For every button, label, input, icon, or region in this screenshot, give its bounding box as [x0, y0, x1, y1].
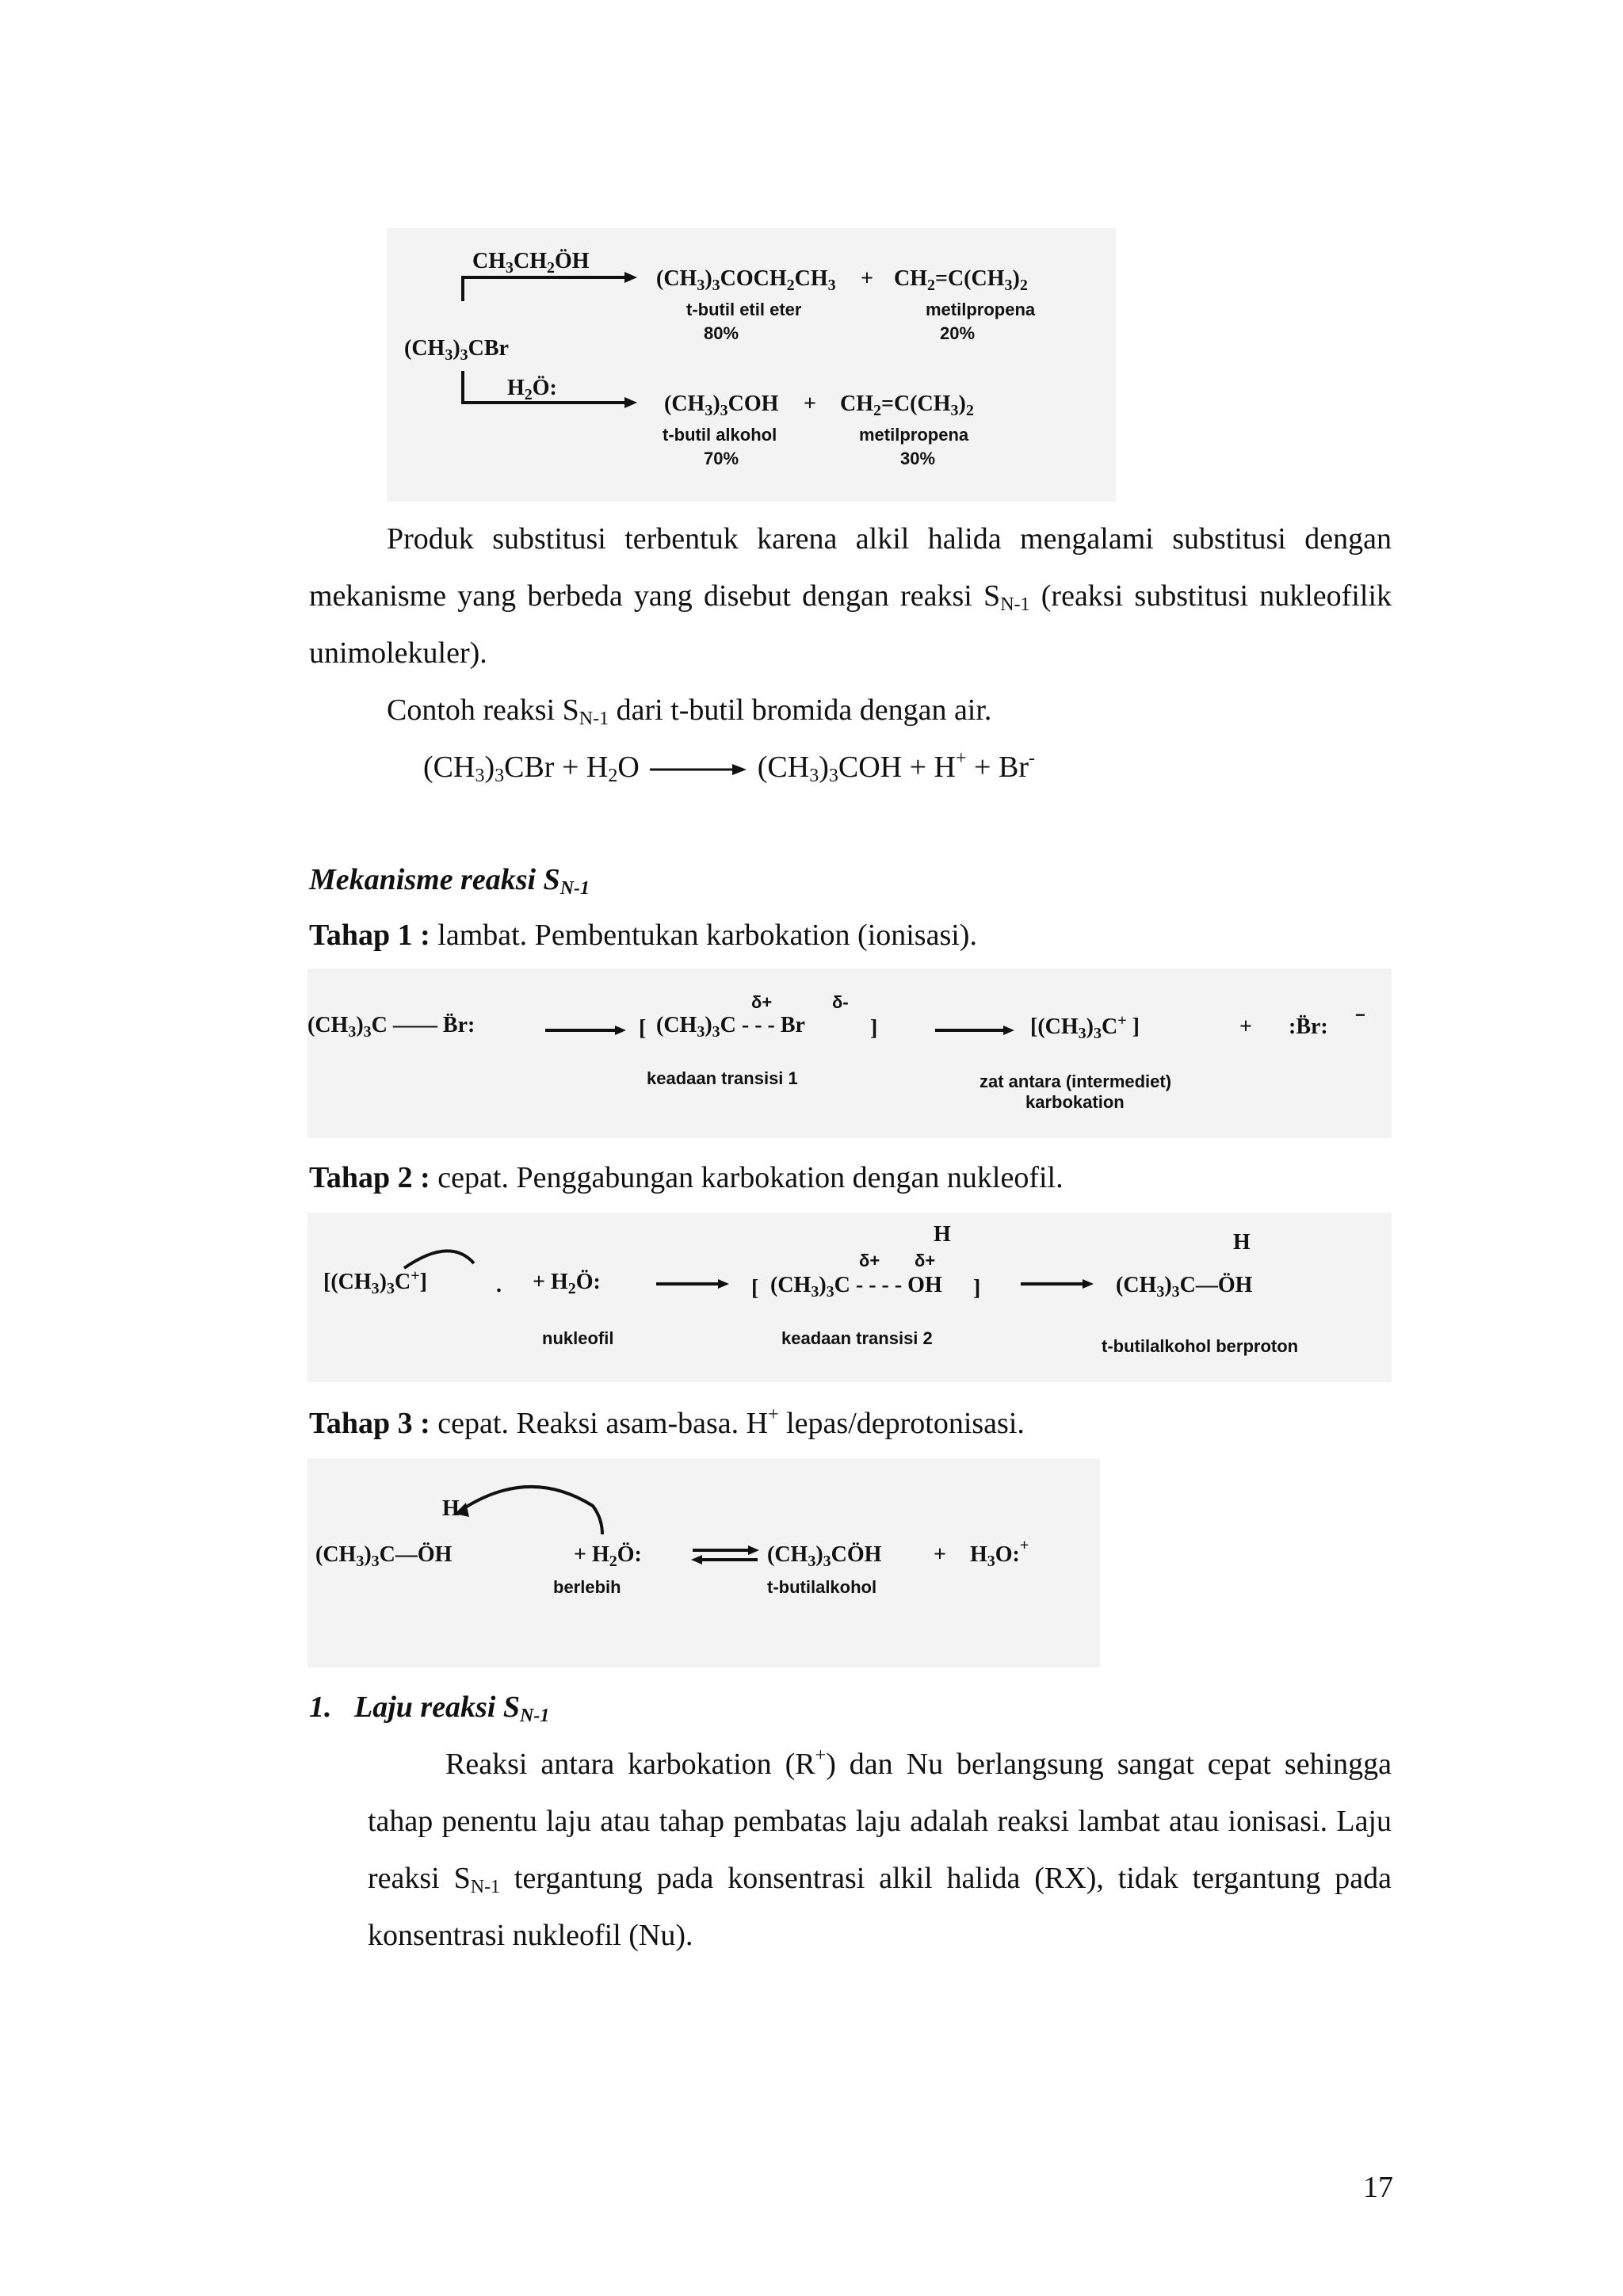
svg-text:+: + [1239, 1014, 1252, 1039]
svg-text:metilpropena: metilpropena [859, 425, 969, 445]
alcohol-label: t-butilalkohol [767, 1577, 877, 1597]
svg-text:]: ] [973, 1276, 981, 1301]
step1-text [309, 907, 1392, 964]
page-number: 17 [1363, 2171, 1393, 2204]
nucleophile-label: nukleofil [542, 1328, 614, 1348]
svg-text:(CH3)3CBr: $(CH_3)_3CBr$ [404, 336, 509, 364]
svg-text:(CH3)3COH: $(CH_3)_3COH$ [664, 392, 779, 419]
reaction-scheme-products [387, 228, 1116, 502]
svg-text:20%: 20% [940, 323, 976, 343]
step1-mechanism-figure [307, 968, 1392, 1138]
svg-text:+ H2Ö:: + $H_2Ö$: [533, 1270, 601, 1297]
intermediate-label: zat antara (intermediet) [980, 1072, 1172, 1091]
step2-text [309, 1149, 1392, 1206]
svg-text:CH2=C(CH3)2: $CH_2=C(CH_3)_2$ [894, 266, 1028, 294]
svg-text:H2Ö:: $H_2Ö$: [507, 376, 557, 403]
svg-text:δ+: δ+ [751, 992, 773, 1012]
svg-text:.: . [496, 1273, 502, 1297]
svg-text:t-butil etil eter: t-butil etil eter [686, 300, 802, 319]
svg-text:δ-: δ- [832, 992, 849, 1012]
svg-text:[(CH3)3C+]: $[(CH_3)_3C^+]$ [323, 1267, 427, 1297]
svg-text:(CH3)3C—ÖH: $(CH_3)_3C—ÖH$ [315, 1542, 453, 1570]
svg-text:−: − [1355, 1005, 1365, 1025]
svg-text:(CH3)3C - - - - OH: $(CH_3)_3C$ - - - - OH [770, 1273, 942, 1301]
step3-mechanism-figure [307, 1458, 1100, 1668]
section-number: 1. [309, 1690, 332, 1724]
paragraph-intro: Produk substitusi terbentuk karena alkil halida mengalami substitusi dengan mekanisme yang berbeda yang disebut dengan reaksi SN-1 (reaksi substitusi nukleofilik unimolekuler). [309, 522, 1392, 670]
svg-text:80%: 80% [704, 323, 739, 343]
svg-text:+ H2Ö:: + $H_2Ö$: [574, 1542, 642, 1570]
carbocation-label: karbokation [1025, 1092, 1125, 1112]
step2-label: Tahap 2 : [309, 1161, 430, 1194]
svg-text:+: + [934, 1542, 946, 1567]
svg-text:δ+: δ+ [915, 1251, 936, 1270]
svg-text:H3O:+: $H_3O:^+$ [970, 1537, 1029, 1570]
svg-text:H: H [1233, 1230, 1251, 1255]
step1-label: Tahap 1 : [309, 919, 430, 952]
svg-text:(CH3)3CÖH: $(CH_3)_3CÖH$ [767, 1542, 882, 1570]
svg-text:CH2=C(CH3)2: $CH_2=C(CH_3)_2$ [840, 392, 974, 419]
section-1-text: Reaksi antara karbokation (R+) dan Nu berlangsung sangat cepat sehingga tahap penentu laju atau tahap pembatas laju adalah reaksi lambat atau ionisasi. Laju reaksi SN-1 tergantung pada konsentrasi alkil halida (RX), tidak tergantung pada konsentrasi nukleofil (Nu). [368, 1745, 1392, 1952]
svg-text:metilpropena: metilpropena [926, 300, 1036, 319]
paragraph-example: Contoh reaksi SN-1 dari t-butil bromida dengan air. [387, 693, 992, 729]
protonated-alcohol-label: t-butilalkohol berproton [1102, 1336, 1299, 1356]
ts1-label: keadaan transisi 1 [647, 1068, 798, 1088]
svg-text::B̈r:: :B̈r: [1289, 1014, 1328, 1039]
ts2-label: keadaan transisi 2 [781, 1328, 933, 1348]
svg-text:+: + [861, 266, 873, 291]
svg-text:[(CH3)3C+ ]: [$(CH_3)_3C^+$ ] [1030, 1012, 1140, 1042]
svg-text:H: H [442, 1496, 460, 1521]
svg-text:+: + [804, 392, 816, 416]
svg-text:[: [ [751, 1276, 759, 1301]
svg-text:H: H [934, 1222, 951, 1247]
svg-text:(CH3)3C - - - Br: $(CH_3)_3C$ - - - Br [656, 1013, 805, 1041]
svg-text:30%: 30% [900, 449, 936, 468]
step2-mechanism-figure [307, 1213, 1392, 1382]
svg-text:]: ] [870, 1016, 878, 1041]
equation-hydrolysis: $(CH_3)_3CBr + H_2O$ $(CH_3)_3COH + H^+ + Br^-$ [423, 748, 1035, 786]
step3-text: Tahap 3 : cepat. Reaksi asam-basa. H+ lepas/deprotonisasi. [309, 1404, 1025, 1440]
svg-text:[: [ [639, 1016, 647, 1041]
svg-text:(CH3)3C—ÖH: $(CH_3)_3C—ÖH$ [1116, 1273, 1253, 1301]
svg-text:t-butil alkohol: t-butil alkohol [663, 425, 777, 445]
excess-label: berlebih [553, 1577, 621, 1597]
mechanism-heading: Mekanisme reaksi SN-1 [309, 863, 590, 899]
step1-description: lambat. Pembentukan karbokation (ionisasi). [437, 919, 977, 952]
svg-text:(CH3)3COCH2CH3: $(CH_3)_3COCH_2CH_3$ [656, 266, 836, 294]
step2-description: cepat. Penggabungan karbokation dengan nukleofil. [437, 1161, 1064, 1194]
step3-label: Tahap 3 : [309, 1407, 430, 1440]
reaction-arrow-icon [647, 762, 750, 777]
svg-text:CH3CH2ÖH: $CH_3CH_2ÖH$ [472, 249, 590, 277]
svg-text:(CH3)3C —— B̈r:: $(CH_3)_3C$ —— B̈r: [307, 1013, 475, 1041]
section-1-heading: 1. Laju reaksi SN-1 [309, 1690, 550, 1726]
svg-text:70%: 70% [704, 449, 739, 468]
svg-text:δ+: δ+ [859, 1251, 880, 1270]
